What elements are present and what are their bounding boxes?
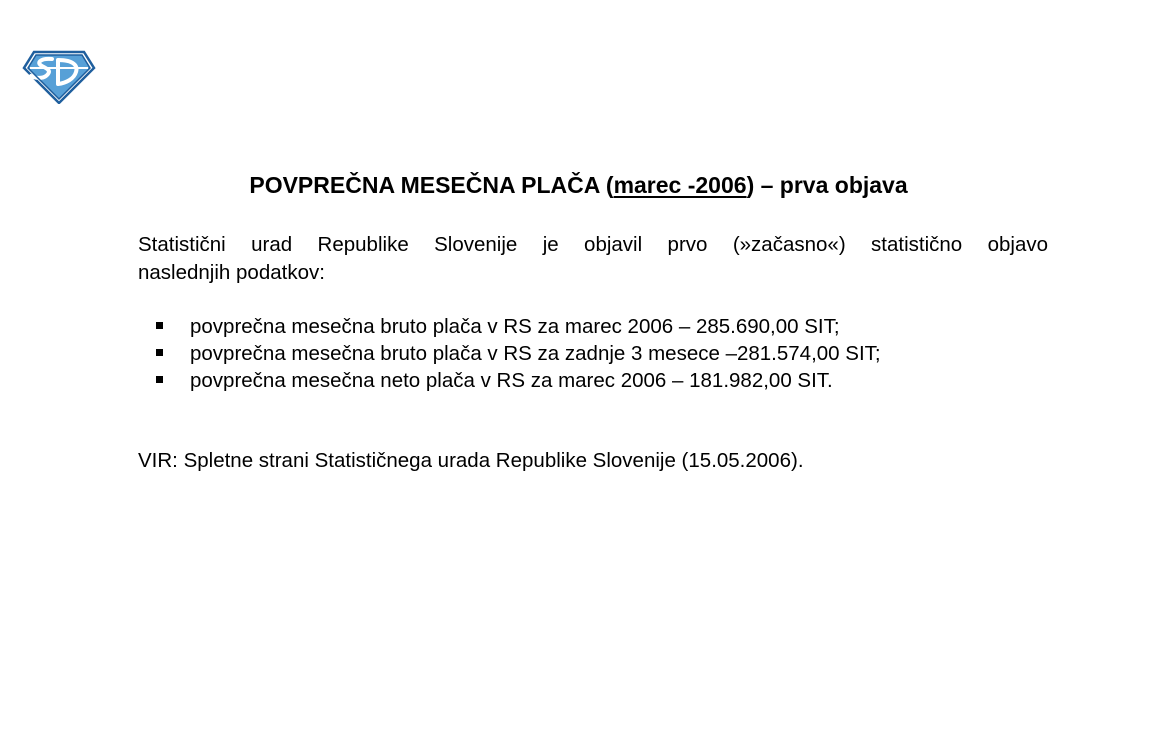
bullet-text: povprečna mesečna bruto plača v RS za marec 2006 – 285.690,00 SIT; xyxy=(190,315,840,338)
bullet-text: povprečna mesečna bruto plača v RS za zadnje 3 mesece –281.574,00 SIT; xyxy=(190,342,881,365)
title-period: marec -2006 xyxy=(613,172,747,198)
title-prefix: POVPREČNA MESEČNA PLAČA ( xyxy=(249,172,614,198)
data-bullet-list xyxy=(138,313,881,394)
intro-line-2: naslednjih podatkov: xyxy=(138,261,325,284)
bullet-item xyxy=(138,367,881,394)
bullet-item xyxy=(138,340,881,367)
square-bullet-icon xyxy=(156,322,163,329)
intro-line-1: Statistični urad Republike Slovenije je objavil prvo (»začasno«) statistično objavo xyxy=(138,233,1048,256)
title-suffix: ) – prva objava xyxy=(746,172,908,198)
sd-logo-icon xyxy=(22,50,96,104)
square-bullet-icon xyxy=(156,376,163,383)
document-title xyxy=(0,170,1157,200)
source-note: VIR: Spletne strani Statističnega urada Republike Slovenije (15.05.2006). xyxy=(138,449,804,472)
bullet-item xyxy=(138,313,881,340)
sd-logo xyxy=(22,50,96,104)
intro-paragraph xyxy=(138,231,1048,287)
bullet-text: povprečna mesečna neto plača v RS za marec 2006 – 181.982,00 SIT. xyxy=(190,369,833,392)
square-bullet-icon xyxy=(156,349,163,356)
